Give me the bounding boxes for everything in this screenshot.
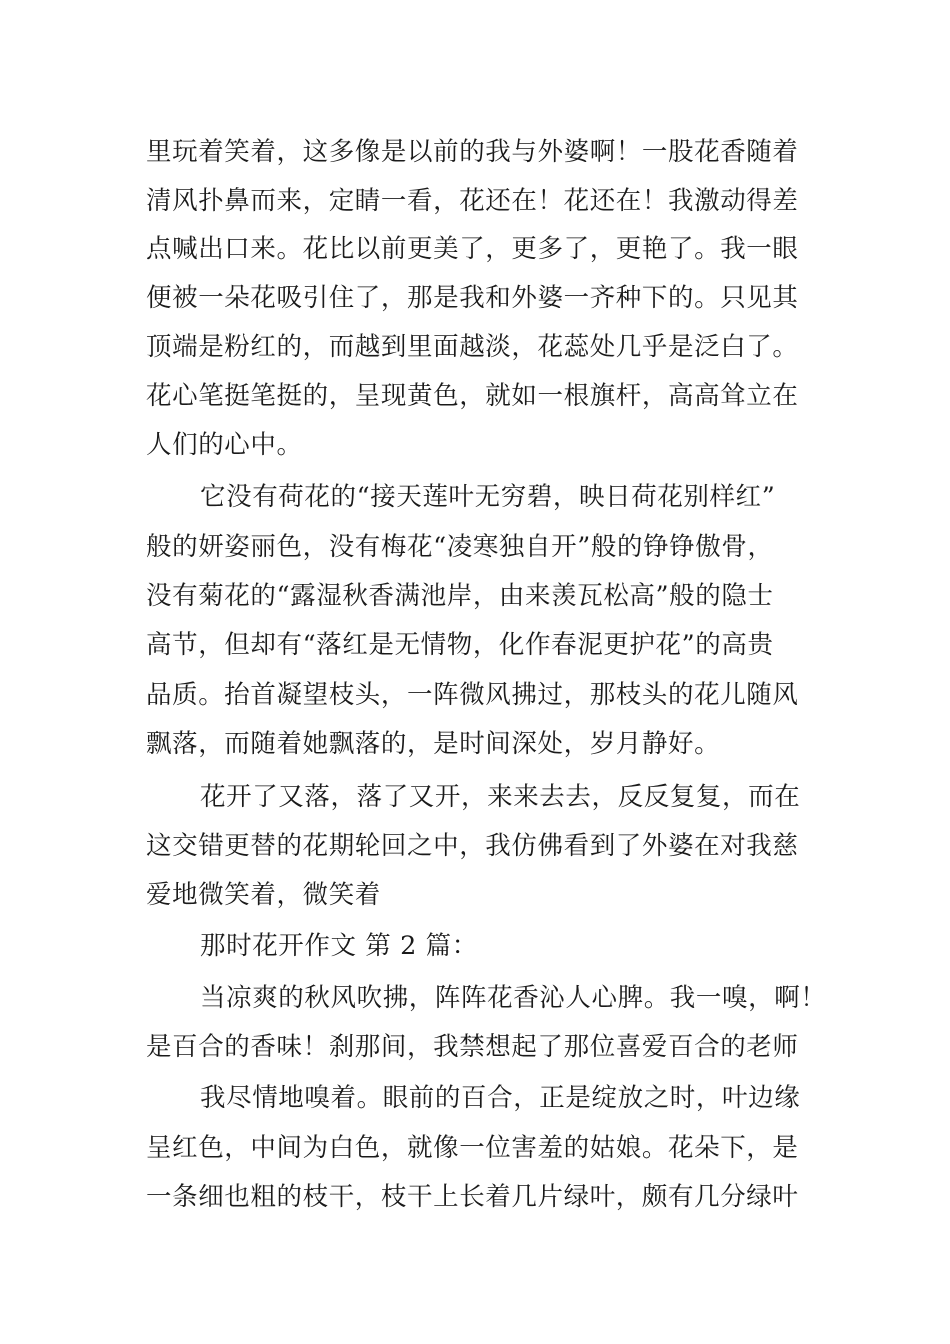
paragraph-start-line: 花开了又落，落了又开，来来去去，反反复复，而在 (200, 782, 801, 812)
text-line: 便被一朵花吸引住了，那是我和外婆一齐种下的。只见其 (146, 283, 799, 313)
text-line: 点喊出口来。花比以前更美了，更多了，更艳了。我一眼 (146, 234, 799, 264)
text-line: 呈红色，中间为白色，就像一位害羞的姑娘。花朵下，是 (146, 1133, 799, 1163)
text-line: 顶端是粉红的，而越到里面越淡，花蕊处几乎是泛白了。 (146, 332, 799, 362)
section-heading: 那时花开作文 第 2 篇： (200, 931, 478, 961)
paragraph-start-line: 我尽情地嗅着。眼前的百合，正是绽放之时，叶边缘 (200, 1083, 801, 1113)
text-line: 般的妍姿丽色，没有梅花“凌寒独自开”般的铮铮傲骨， (146, 532, 774, 562)
text-line: 清风扑鼻而来，定睛一看，花还在！花还在！我激动得差 (146, 186, 799, 216)
text-line: 花心笔挺笔挺的，呈现黄色，就如一根旗杆，高高耸立在 (146, 381, 799, 411)
text-line: 这交错更替的花期轮回之中，我仿佛看到了外婆在对我慈 (146, 831, 799, 861)
text-line: 没有菊花的“露湿秋香满池岸，由来羡瓦松高”般的隐士 (146, 581, 774, 611)
paragraph-start-line: 当凉爽的秋风吹拂，阵阵花香沁人心脾。我一嗅，啊！ (200, 983, 827, 1013)
paragraph-start-line: 它没有荷花的“接天莲叶无穷碧，映日荷花别样红” (200, 482, 776, 512)
text-line: 是百合的香味！刹那间，我禁想起了那位喜爱百合的老师 (146, 1032, 799, 1062)
text-line: 品质。抬首凝望枝头，一阵微风拂过，那枝头的花儿随风 (146, 680, 799, 710)
text-line: 一条细也粗的枝干，枝干上长着几片绿叶，颇有几分绿叶 (146, 1182, 799, 1212)
text-line: 飘落，而随着她飘落的，是时间深处，岁月静好。 (146, 729, 721, 759)
text-line: 人们的心中。 (146, 430, 303, 460)
text-line: 里玩着笑着，这多像是以前的我与外婆啊！一股花香随着 (146, 137, 799, 167)
text-line: 高节，但却有“落红是无情物，化作春泥更护花”的高贵 (146, 630, 774, 660)
text-line: 爱地微笑着，微笑着 (146, 880, 381, 910)
